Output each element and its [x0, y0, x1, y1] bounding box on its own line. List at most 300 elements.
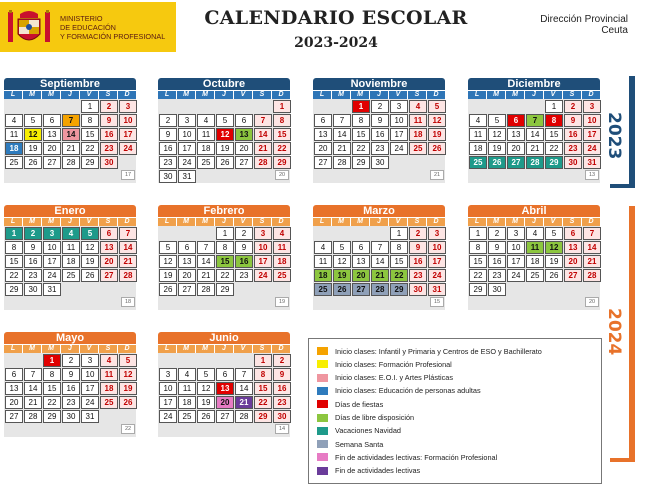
day-number: 22 — [545, 142, 563, 155]
day-cell — [234, 113, 252, 127]
day-number: 23 — [24, 269, 42, 282]
empty-cell — [234, 423, 252, 437]
day-number: 10 — [428, 241, 446, 254]
day-cell — [351, 113, 369, 127]
day-number: 17 — [43, 255, 61, 268]
weekday-label: L — [313, 218, 331, 226]
empty-cell — [332, 226, 350, 240]
day-cell — [370, 282, 388, 296]
day-number: 23 — [488, 269, 506, 282]
day-number: 3 — [428, 227, 446, 240]
day-number: 15 — [390, 255, 408, 268]
empty-cell — [525, 282, 543, 296]
day-number: 3 — [119, 100, 137, 113]
weekday-header — [313, 218, 445, 226]
day-number: 23 — [409, 269, 427, 282]
empty-cell — [23, 169, 41, 183]
day-cell — [4, 367, 22, 381]
day-number: 1 — [273, 100, 291, 113]
day-cell — [427, 141, 445, 155]
empty-cell — [351, 226, 369, 240]
day-number: 18 — [273, 255, 291, 268]
day-number: 21 — [62, 142, 80, 155]
day-grid — [158, 353, 290, 437]
day-number: 27 — [564, 269, 582, 282]
day-number: 22 — [43, 396, 61, 409]
day-number: 10 — [178, 128, 196, 141]
day-number: 30 — [488, 283, 506, 296]
empty-cell — [80, 423, 98, 437]
day-cell — [506, 127, 524, 141]
day-number: 13 — [43, 128, 61, 141]
day-grid — [468, 226, 600, 310]
day-cell — [487, 155, 505, 169]
day-number: 3 — [390, 100, 408, 113]
day-number: 21 — [333, 142, 351, 155]
day-number: 7 — [371, 241, 389, 254]
day-number: 5 — [428, 100, 446, 113]
weekday-label: M — [196, 91, 214, 99]
day-cell — [80, 353, 98, 367]
legend — [308, 338, 602, 484]
day-number: 29 — [352, 156, 370, 169]
empty-cell — [196, 226, 214, 240]
day-cell — [389, 113, 407, 127]
legend-item — [317, 345, 542, 357]
day-cell — [61, 395, 79, 409]
empty-cell — [468, 169, 486, 183]
weekday-header — [468, 218, 600, 226]
empty-cell — [234, 296, 252, 310]
day-cell — [468, 254, 486, 268]
day-cell — [427, 226, 445, 240]
day-cell — [313, 113, 331, 127]
day-cell — [118, 127, 136, 141]
day-cell — [563, 226, 581, 240]
day-number: 13 — [564, 241, 582, 254]
day-cell — [4, 127, 22, 141]
month-junio — [158, 332, 290, 437]
day-cell — [506, 268, 524, 282]
day-number: 17 — [254, 255, 272, 268]
empty-cell — [99, 169, 117, 183]
day-cell — [313, 155, 331, 169]
legend-swatch — [317, 374, 328, 382]
empty-cell — [313, 226, 331, 240]
legend-item — [317, 372, 453, 384]
day-cell — [23, 155, 41, 169]
day-number: 2 — [409, 227, 427, 240]
weekday-label: M — [42, 218, 60, 226]
month-title: Octubre — [158, 78, 290, 90]
empty-cell — [253, 282, 271, 296]
day-cell — [196, 141, 214, 155]
lective-days-count: 14 — [275, 424, 289, 434]
empty-cell — [99, 409, 117, 423]
day-cell — [118, 395, 136, 409]
day-number: 23 — [100, 142, 118, 155]
year-2023-bar — [629, 76, 635, 188]
day-number: 24 — [81, 396, 99, 409]
day-cell — [487, 127, 505, 141]
day-number: 24 — [43, 269, 61, 282]
day-number: 12 — [81, 241, 99, 254]
day-cell — [4, 240, 22, 254]
day-number: 20 — [43, 142, 61, 155]
day-cell — [582, 268, 600, 282]
day-cell — [99, 254, 117, 268]
day-cell — [61, 353, 79, 367]
day-number: 8 — [254, 368, 272, 381]
page-subtitle: 2023-2024 — [294, 35, 378, 51]
day-cell — [234, 409, 252, 423]
day-number: 23 — [235, 269, 253, 282]
day-cell — [158, 169, 176, 183]
day-cell — [563, 141, 581, 155]
day-cell — [177, 113, 195, 127]
day-cell — [99, 240, 117, 254]
day-cell — [99, 113, 117, 127]
day-number: 13 — [5, 382, 23, 395]
day-cell — [427, 127, 445, 141]
month-title: Noviembre — [313, 78, 445, 90]
day-number: 24 — [583, 142, 601, 155]
day-number: 14 — [24, 382, 42, 395]
day-cell — [42, 268, 60, 282]
day-cell — [118, 141, 136, 155]
day-cell — [313, 268, 331, 282]
day-cell — [80, 226, 98, 240]
empty-cell — [544, 169, 562, 183]
day-cell — [80, 99, 98, 113]
day-cell — [544, 268, 562, 282]
day-grid — [468, 99, 600, 183]
month-septiembre — [4, 78, 136, 183]
weekday-label: V — [80, 345, 98, 353]
day-number: 25 — [62, 269, 80, 282]
day-cell — [4, 268, 22, 282]
day-number: 8 — [81, 114, 99, 127]
day-number: 26 — [488, 156, 506, 169]
day-number: 17 — [428, 255, 446, 268]
day-cell — [80, 381, 98, 395]
day-number: 29 — [254, 410, 272, 423]
day-number: 26 — [197, 410, 215, 423]
day-cell — [427, 254, 445, 268]
legend-label: Inicio clases: E.O.I. y Artes Plásticas — [335, 373, 454, 383]
empty-cell — [313, 296, 331, 310]
day-number: 26 — [24, 156, 42, 169]
day-cell — [468, 141, 486, 155]
day-number: 6 — [43, 114, 61, 127]
day-cell — [196, 282, 214, 296]
day-cell — [118, 99, 136, 113]
day-cell — [253, 381, 271, 395]
empty-cell — [563, 282, 581, 296]
day-number: 9 — [62, 368, 80, 381]
day-cell — [196, 240, 214, 254]
day-cell — [313, 282, 331, 296]
legend-label: Fin de actividades lectivas — [335, 466, 421, 476]
day-cell — [99, 226, 117, 240]
empty-cell — [408, 169, 426, 183]
day-number: 18 — [409, 128, 427, 141]
month-title: Junio — [158, 332, 290, 344]
weekday-label: V — [234, 91, 252, 99]
empty-cell — [525, 296, 543, 310]
lective-days-count: 21 — [430, 170, 444, 180]
empty-cell — [23, 423, 41, 437]
day-cell — [42, 367, 60, 381]
month-title: Enero — [4, 205, 136, 217]
day-number: 7 — [119, 227, 137, 240]
day-number: 17 — [583, 128, 601, 141]
day-cell — [253, 113, 271, 127]
day-cell — [272, 268, 290, 282]
day-cell — [99, 141, 117, 155]
day-number: 2 — [100, 100, 118, 113]
day-cell — [582, 240, 600, 254]
weekday-label: D — [427, 218, 445, 226]
lective-days-count: 18 — [121, 297, 135, 307]
weekday-label: V — [234, 345, 252, 353]
lective-days-count: 13 — [585, 170, 599, 180]
day-number: 26 — [216, 156, 234, 169]
day-cell — [42, 254, 60, 268]
day-number: 14 — [254, 128, 272, 141]
day-number: 21 — [526, 142, 544, 155]
empty-cell — [563, 169, 581, 183]
day-number: 9 — [409, 241, 427, 254]
empty-cell — [158, 353, 176, 367]
day-number: 11 — [100, 368, 118, 381]
day-number: 13 — [100, 241, 118, 254]
day-cell — [158, 282, 176, 296]
day-number: 5 — [333, 241, 351, 254]
day-number: 28 — [235, 410, 253, 423]
day-number: 7 — [526, 114, 544, 127]
weekday-label: L — [468, 91, 486, 99]
day-cell — [582, 141, 600, 155]
empty-cell — [158, 226, 176, 240]
empty-cell — [253, 423, 271, 437]
day-cell — [23, 282, 41, 296]
ministry-name — [60, 14, 165, 41]
day-number: 5 — [197, 368, 215, 381]
day-number: 19 — [197, 396, 215, 409]
day-cell — [23, 226, 41, 240]
empty-cell — [525, 169, 543, 183]
day-cell — [177, 155, 195, 169]
weekday-header — [313, 91, 445, 99]
day-cell — [118, 226, 136, 240]
day-cell — [177, 127, 195, 141]
day-number: 17 — [119, 128, 137, 141]
day-number: 1 — [469, 227, 487, 240]
day-number: 31 — [178, 170, 196, 183]
day-number: 3 — [159, 368, 177, 381]
day-number: 16 — [100, 128, 118, 141]
day-cell — [196, 395, 214, 409]
day-cell — [215, 155, 233, 169]
day-cell — [506, 240, 524, 254]
day-number: 19 — [488, 142, 506, 155]
day-number: 26 — [545, 269, 563, 282]
day-cell — [158, 409, 176, 423]
day-number: 25 — [197, 156, 215, 169]
empty-cell — [99, 282, 117, 296]
day-cell — [525, 155, 543, 169]
empty-cell — [215, 353, 233, 367]
day-number: 17 — [159, 396, 177, 409]
day-number: 7 — [333, 114, 351, 127]
day-cell — [234, 367, 252, 381]
weekday-label: L — [4, 218, 22, 226]
day-number: 10 — [390, 114, 408, 127]
day-cell — [99, 367, 117, 381]
weekday-header — [4, 345, 136, 353]
day-cell — [215, 409, 233, 423]
day-number: 13 — [216, 382, 234, 395]
day-cell — [525, 141, 543, 155]
day-cell — [351, 254, 369, 268]
day-number: 14 — [119, 241, 137, 254]
day-cell — [80, 268, 98, 282]
day-cell — [544, 226, 562, 240]
day-cell — [525, 268, 543, 282]
day-cell — [272, 353, 290, 367]
lective-days-count: 20 — [275, 170, 289, 180]
weekday-label: S — [99, 91, 117, 99]
weekday-label: J — [525, 91, 543, 99]
weekday-label: D — [272, 218, 290, 226]
day-grid — [313, 226, 445, 310]
day-number: 29 — [390, 283, 408, 296]
weekday-label: J — [215, 345, 233, 353]
weekday-label: M — [506, 218, 524, 226]
month-title: Marzo — [313, 205, 445, 217]
day-grid — [158, 99, 290, 183]
lective-days-count: 17 — [121, 170, 135, 180]
empty-cell — [370, 296, 388, 310]
day-number: 29 — [81, 156, 99, 169]
day-number: 22 — [352, 142, 370, 155]
empty-cell — [427, 155, 445, 169]
month-noviembre — [313, 78, 445, 183]
empty-cell — [544, 296, 562, 310]
day-number: 14 — [333, 128, 351, 141]
day-number: 22 — [390, 269, 408, 282]
day-cell — [468, 226, 486, 240]
day-number: 28 — [526, 156, 544, 169]
day-cell — [544, 127, 562, 141]
day-cell — [61, 367, 79, 381]
day-number: 5 — [159, 241, 177, 254]
lective-days-count: 19 — [275, 297, 289, 307]
day-number: 18 — [5, 142, 23, 155]
day-number: 4 — [5, 114, 23, 127]
day-cell — [563, 127, 581, 141]
month-octubre — [158, 78, 290, 183]
day-number: 12 — [488, 128, 506, 141]
day-cell — [196, 367, 214, 381]
day-number: 20 — [100, 255, 118, 268]
weekday-label: D — [118, 218, 136, 226]
empty-cell — [4, 423, 22, 437]
day-number: 17 — [81, 382, 99, 395]
day-cell — [215, 268, 233, 282]
day-cell — [351, 268, 369, 282]
day-number: 9 — [564, 114, 582, 127]
day-cell — [427, 282, 445, 296]
ministry-line: Y FORMACIÓN PROFESIONAL — [60, 32, 166, 41]
empty-cell — [332, 99, 350, 113]
empty-cell — [61, 296, 79, 310]
weekday-label: D — [118, 345, 136, 353]
weekday-label: J — [61, 91, 79, 99]
day-cell — [272, 226, 290, 240]
day-number: 12 — [216, 128, 234, 141]
day-number: 25 — [409, 142, 427, 155]
day-cell — [234, 381, 252, 395]
day-number: 9 — [371, 114, 389, 127]
day-cell — [80, 254, 98, 268]
day-cell — [80, 155, 98, 169]
empty-cell — [80, 296, 98, 310]
empty-cell — [272, 282, 290, 296]
legend-label: Inicio clases: Formación Profesional — [335, 359, 452, 369]
day-cell — [272, 381, 290, 395]
day-number: 1 — [352, 100, 370, 113]
weekday-label: M — [351, 218, 369, 226]
day-cell — [253, 353, 271, 367]
day-cell — [351, 127, 369, 141]
day-number: 4 — [273, 227, 291, 240]
empty-cell — [313, 169, 331, 183]
empty-cell — [118, 155, 136, 169]
day-cell — [118, 353, 136, 367]
empty-cell — [177, 296, 195, 310]
day-cell — [332, 254, 350, 268]
empty-cell — [158, 423, 176, 437]
day-number: 4 — [197, 114, 215, 127]
day-cell — [42, 127, 60, 141]
empty-cell — [61, 99, 79, 113]
day-number: 27 — [507, 156, 525, 169]
month-febrero — [158, 205, 290, 310]
day-number: 21 — [254, 142, 272, 155]
weekday-label: L — [313, 91, 331, 99]
day-number: 7 — [254, 114, 272, 127]
empty-cell — [234, 353, 252, 367]
day-number: 30 — [62, 410, 80, 423]
day-cell — [332, 240, 350, 254]
day-number: 12 — [159, 255, 177, 268]
empty-cell — [118, 282, 136, 296]
weekday-header — [158, 218, 290, 226]
day-cell — [23, 240, 41, 254]
day-cell — [42, 226, 60, 240]
weekday-header — [4, 91, 136, 99]
day-cell — [42, 155, 60, 169]
empty-cell — [42, 169, 60, 183]
lective-days-count: 15 — [430, 297, 444, 307]
lective-days-count: 22 — [121, 424, 135, 434]
day-number: 11 — [178, 382, 196, 395]
day-cell — [272, 155, 290, 169]
legend-swatch — [317, 453, 328, 461]
weekday-label: S — [253, 91, 271, 99]
